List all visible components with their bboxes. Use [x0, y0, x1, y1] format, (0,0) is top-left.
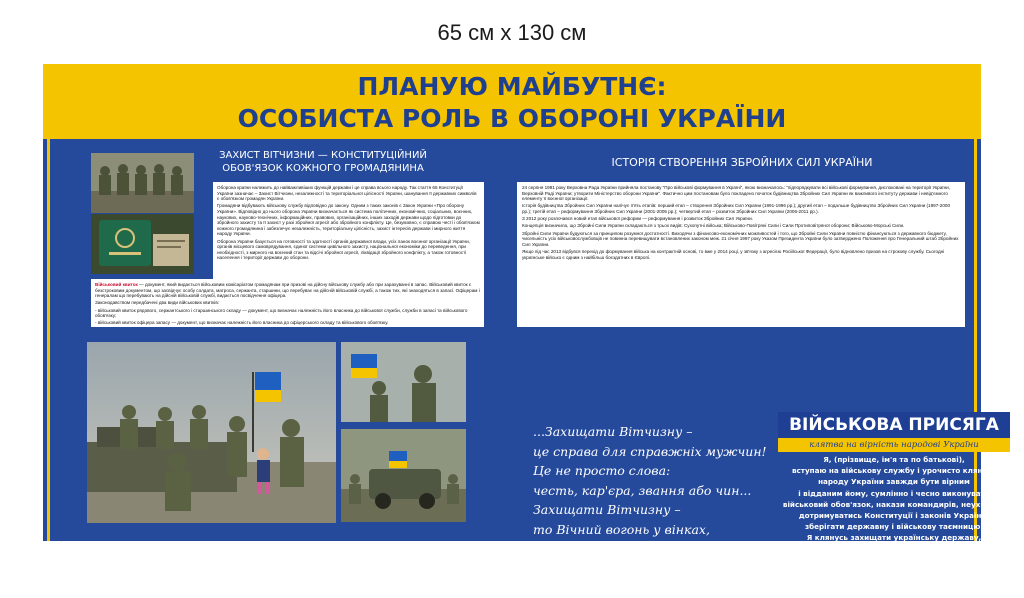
poem-author: В. Цимбалюк [643, 580, 731, 596]
oath-line: Я клянусь захищати українську державу, [806, 533, 982, 543]
right-para-5: Збройні Сили України будуються за принципом розумної достатності. Виходячи з фінансово-економічних можливостей і того, що Збройні Сили України повністю фінансуються з державного бюджету, чисельність усіх військовослужбовців не повинна перевищувати встановлених законом меж. 21 січня 1997 року Указом Президента України було затверджено Положення про Генеральний штаб Збройних Сил України. [522, 230, 959, 247]
title-line-2: ОСОБИСТА РОЛЬ В ОБОРОНІ УКРАЇНИ [237, 104, 787, 133]
stand-board [43, 64, 1006, 596]
left-para-7: - військовий квиток офіцера запасу — документ, що визначає належність його власника до офіцерського складу та військового обов'язку. [95, 320, 389, 326]
title-line-1: ПЛАНУЮ МАЙБУТНЄ: [357, 72, 667, 101]
left-para-5: Законодавством передбачені два види військових квитків: [95, 300, 220, 306]
soldier-with-flag-photo [341, 342, 466, 422]
oath-subtitle: клятва на вірність народові України [778, 438, 1010, 452]
poem-line: це справа для справжніх мужчин! [533, 443, 767, 459]
oath-line: Я присягаю ніколи не зрадити народу України. [795, 567, 993, 577]
left-para-2: Громадяни відбувають військову службу відповідно до закону. Одним з таких законів є Закон України «Про оборону України». Відповідно до нього оборона України визначається як система політичних, економічних, соціальних, воєнних, наукових, науково-технічних, інформаційних, правових, організаційних, інших заходів держави щодо підготовки до збройного захисту та її захист у разі збройної агресії або збройного конфлікту. Це, безумовно, є справою честі і обов'язком кожного громадянина і забезпечує незалежність, територіальну цілісність, захист інтересів держави і мирного життя народу України. [217, 203, 480, 237]
left-heading-line-2: ОБОВ'ЯЗОК КОЖНОГО ГРОМАДЯНИНА [222, 163, 424, 174]
right-para-3: З 2012 року розпочався новий етап військової реформи — реформування і розвиток Збройних Сил України. [522, 216, 753, 222]
poem-line: ...Захищати Вітчизну – [533, 424, 693, 439]
left-panel-heading [188, 149, 458, 175]
soldiers-group-photo [91, 153, 194, 213]
right-panel-heading: ІСТОРІЯ СТВОРЕННЯ ЗБРОЙНИХ СИЛ УКРАЇНИ [611, 156, 873, 169]
right-para-4: Концепція визначила, що Збройні Сили України складаються з трьох видів: Сухопутні війська; Військово-Повітряні Сили і Сили Протиповітряної оборони; Військово-Морські Сили. [522, 223, 905, 229]
poem-line: То – з сіх почесті – [533, 541, 660, 557]
poem-line: то Вічний вогонь у вінках, [533, 521, 710, 537]
poem-line: Захищати Вітчизну – [533, 502, 681, 518]
right-para-1: 24 серпня 1991 року Верховна Рада України прийняла постанову "Про військові формування в Україні", якою визначалось: "підпорядкувати всі військові формування, дислоковані на території України, Верховній Раді України; утворити Міністерство оборони України". Фактично цим постановам було покладено початок будівництва Збройних Сил України як важливого інституту держави і невід'ємного елементу її воєнної організації. [522, 185, 950, 202]
oath-line: вступаю на військову службу і урочисто клянусь [791, 466, 997, 476]
oath-line: сторожі її свободи і незалежності. [821, 555, 967, 565]
board-size-label: 65 см х 130 см [437, 20, 587, 45]
military-ticket-title: Військовий квиток [95, 282, 138, 287]
military-ticket-text-block [91, 279, 484, 327]
left-yellow-stripe [47, 139, 50, 541]
right-para-6: Якщо під час 2013 відбувся перехід до формування війська на контрактній основі, то вже у 2014 році, у зв'язку з агресією Російської Федерації, було відновлено призов на строкову службу. Сьогодні українське військо є одним з найбільш боєздатних в Європі. [522, 248, 945, 260]
left-para-1: Оборона країни належить до найважливіших функцій держави і це справа всього народу. Так стаття 65 Конституції України зазначає – Захист Вітчизни, незалежності та територіальної цілісності України, шанування її державних символів є обов'язком громадян України. [217, 185, 477, 202]
oath-line: непохитно стояти на [851, 544, 937, 554]
right-text-block [517, 182, 965, 327]
soldiers-with-child-photo [87, 342, 336, 523]
right-para-2: Історія будівництва Збройних Сил України налічує п'ять етапів: перший етап – створення Збройних Сил України (1991-1996 рр.); другий етап – подальше будівництво Збройних Сил України (1997-2000 рр.); третій етап – реформування Збройних Сил України (2001-2005 рр.); четвертий етап – розвиток Збройних Сил України (2006-2011 рр.). [522, 203, 951, 214]
oath-text [778, 454, 1010, 577]
oath-title: ВІЙСЬКОВА ПРИСЯГА [778, 412, 1010, 438]
oath-line: і відданим йому, сумлінно і чесно виконувати [798, 488, 990, 498]
left-para-6: - військовий квиток рядового, сержантського і старшинського складу — документ, що визначає належність його власника до військової служби, служби в запасі та військового обов'язку; [95, 307, 468, 319]
title-banner [43, 64, 981, 139]
poem-line: честь, кар'єра, звання або чин... [533, 482, 752, 498]
left-para-3: Оборона України базується на готовності та здатності органів державної влади, усіх ланок воєнної організації України, органів місцевого самоврядування, єдиної системи цивільного захисту, національної економіки до переведення, при необхідності, з мирного на воєнний стан та відсічі збройної агресії, ліквідації збройного конфлікту, а також готовності населення і території держави до оборони. [217, 238, 470, 261]
left-heading-line-1: ЗАХИСТ ВІТЧИЗНИ — КОНСТИТУЦІЙНИЙ [219, 150, 427, 161]
oath-line: Я, (прізвище, ім'я та по батькові), [823, 455, 965, 464]
poem-line: Це не просто слова: [533, 463, 671, 479]
oath-line: військовий обов'язок, накази командирів, неухильно [782, 499, 1006, 509]
oath-line: зберігати державну і військову таємницю. [804, 522, 984, 532]
page-title [43, 71, 981, 135]
military-ticket-para [95, 282, 480, 299]
military-ticket-photo [91, 214, 194, 274]
oath-line: дотримуватись Конституції і законів України, [798, 511, 990, 521]
poem-line: честь, то професія, хлопці, така... [533, 561, 771, 577]
poem [533, 422, 777, 598]
oath-line: народу України завжди бути вірним [818, 477, 970, 487]
armored-vehicle-photo [341, 429, 466, 522]
left-para-4: — документ, який видається військовим комісаріатом громадянам при призові на дійсну військову службу або при зарахуванні в запас. Військовий квиток є безстроковим документом, що засвідчує особу солдата, матроса, сержанта, старшини, що перебуває на дійсній військовій службі, а також тих, які знаходяться в запасі. Офіцерам і генералам що перебувають на дійсній військовій службі, видається посвідчення офіцера. [95, 282, 480, 299]
